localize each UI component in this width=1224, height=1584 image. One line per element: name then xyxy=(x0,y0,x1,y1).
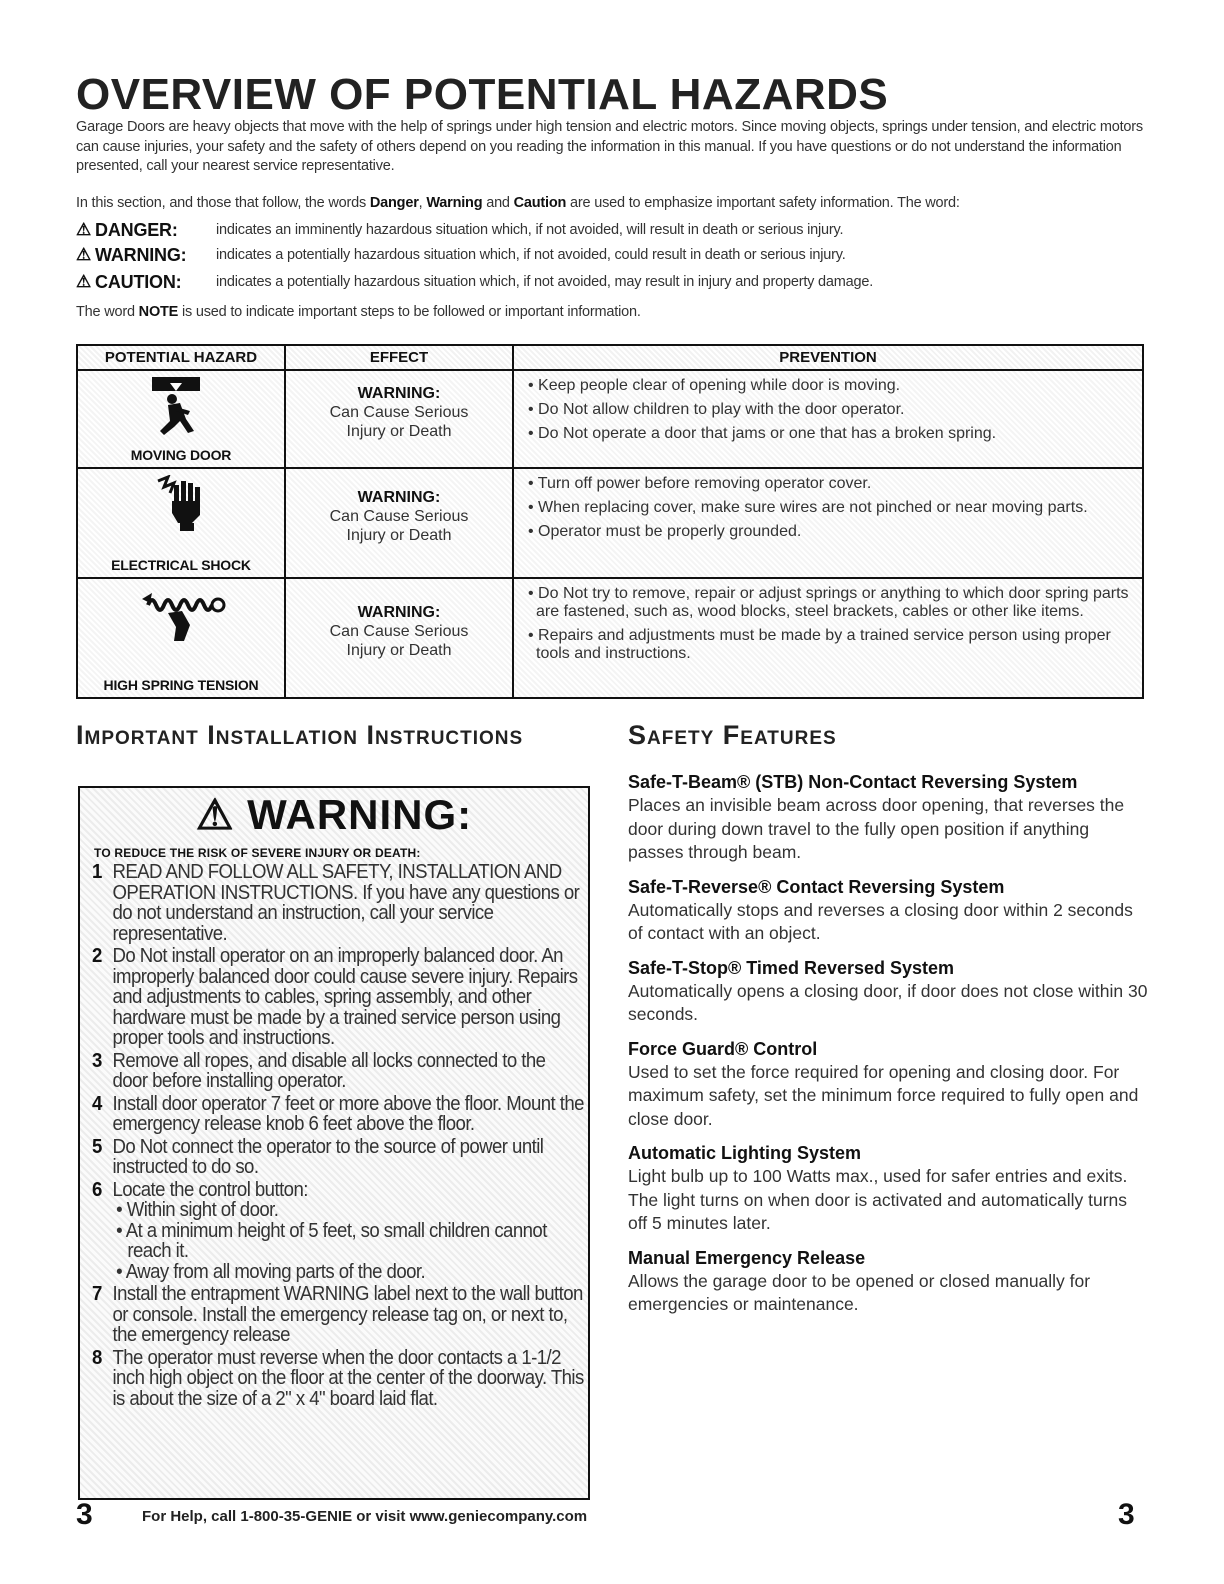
note-before: The word xyxy=(76,304,139,320)
item-text: Install the entrapment WARNING label next to the wall button or console. Install the emergency release tag on, or next to, the emergency release xyxy=(112,1283,583,1346)
prevention-item: • Turn off power before removing operator cover. xyxy=(528,475,872,492)
hazard-cell xyxy=(78,371,286,467)
footer-help-text: For Help, call 1-800-35-GENIE or visit www.geniecompany.com xyxy=(142,1508,588,1525)
effect-title: WARNING: xyxy=(357,489,441,506)
warning-title xyxy=(80,790,588,839)
effect-cell xyxy=(286,469,514,577)
effect-title: WARNING: xyxy=(357,604,441,621)
prevention-cell xyxy=(514,469,1142,577)
caution-signal-word xyxy=(76,272,216,293)
danger-definition xyxy=(76,218,843,242)
hazard-table xyxy=(76,344,1144,699)
feature-title: Safe-T-Reverse® Contact Reversing System xyxy=(628,876,1005,897)
instruction-item xyxy=(92,862,585,944)
feature-text: Used to set the force required for opening and closing door. For maximum safety, set the minimum force required to fully open and close door. xyxy=(628,1061,1139,1129)
header-effect: EFFECT xyxy=(286,346,514,369)
caution-word: CAUTION: xyxy=(95,271,182,292)
prevention-item: • Repairs and adjustments must be made by a trained service person using proper tools and instructions. xyxy=(528,627,1111,662)
item-text: Install door operator 7 feet or more above the floor. Mount the emergency release knob 6 feet above the floor. xyxy=(112,1092,584,1135)
feature-text: Light bulb up to 100 Watts max., used for safer entries and exits. The light turns on when door is activated and automatically turns off 5 minutes later. xyxy=(628,1166,1128,1233)
table-row xyxy=(78,469,1142,579)
intro2-before: In this section, and those that follow, the words xyxy=(76,195,370,211)
item-text xyxy=(112,1180,584,1283)
feature-title: Force Guard® Control xyxy=(628,1038,818,1059)
prevention-item: • When replacing cover, make sure wires are not pinched or near moving parts. xyxy=(528,499,1088,516)
feature-text: Automatically opens a closing door, if door does not close within 30 seconds. xyxy=(628,980,1148,1024)
safety-feature xyxy=(628,956,1148,1027)
item-text: Do Not install operator on an improperly balanced door. An improperly balanced door could cause severe injury. Repairs and adjustments to cables, spring assembly, and other hardware must be made by a trained service person using proper tools and instructions. xyxy=(112,945,578,1049)
prevention-item: • Do Not try to remove, repair or adjust springs or anything to which door spring parts are fastened, such as, wood blocks, steel brackets, cables or other like items. xyxy=(528,585,1129,620)
safety-feature xyxy=(628,1037,1148,1132)
moving-door-icon xyxy=(146,375,212,441)
electrical-shock-icon xyxy=(154,475,204,531)
effect-line-1: Can Cause Serious xyxy=(329,508,469,525)
instruction-item xyxy=(92,1180,585,1283)
feature-text: Places an invisible beam across door opening, that reverses the door during down travel to the fully open position if anything passes through beam. xyxy=(628,795,1125,862)
installation-heading: Important Installation Instructions xyxy=(76,720,524,750)
intro-paragraph: Garage Doors are heavy objects that move with the help of springs under high tension and electric motors. Since moving objects, springs under tension, and electric motors can cause injuries, your safety and the safety of others depend on you reading the information in this manual. If you have questions or do not understand the information presented, call your nearest service representative. xyxy=(76,119,1143,174)
intro2-sep2: and xyxy=(482,195,514,211)
installation-warning-box xyxy=(78,786,590,1500)
item-number: 2 xyxy=(92,945,102,967)
warning-text: indicates a potentially hazardous situation which, if not avoided, could result in death or serious injury. xyxy=(216,247,846,263)
header-potential-hazard: POTENTIAL HAZARD xyxy=(78,346,286,369)
prevention-item: • Do Not allow children to play with the door operator. xyxy=(528,401,905,418)
feature-title: Safe-T-Beam® (STB) Non-Contact Reversing System xyxy=(628,772,1078,792)
note-word: NOTE xyxy=(138,304,179,320)
warning-triangle-icon: ⚠ xyxy=(195,791,235,838)
feature-title: Manual Emergency Release xyxy=(628,1247,866,1268)
instruction-item xyxy=(92,1137,585,1178)
safety-feature xyxy=(628,875,1148,946)
effect-line-1: Can Cause Serious xyxy=(329,623,469,640)
item-number: 4 xyxy=(92,1092,102,1115)
prevention-cell xyxy=(514,371,1142,467)
spring-tension-icon xyxy=(138,585,226,645)
hazard-label: MOVING DOOR xyxy=(130,447,232,463)
item-number: 6 xyxy=(92,1178,102,1201)
instruction-item xyxy=(92,946,585,1049)
effect-line-2: Injury or Death xyxy=(346,642,452,659)
note-definition xyxy=(76,304,641,320)
item-number: 8 xyxy=(92,1346,102,1369)
safety-feature xyxy=(628,1246,1148,1317)
item-text-main: Locate the control button: xyxy=(112,1178,308,1201)
table-row xyxy=(78,371,1142,469)
prevention-item: • Do Not operate a door that jams or one that has a broken spring. xyxy=(528,425,997,442)
intro2-after: are used to emphasize important safety information. The word: xyxy=(566,195,960,211)
intro2-caution: Caution xyxy=(513,195,567,211)
header-prevention: PREVENTION xyxy=(779,349,877,366)
note-after: is used to indicate important steps to be followed or important information. xyxy=(178,304,641,320)
feature-text: Allows the garage door to be opened or closed manually for emergencies or maintenance. xyxy=(628,1270,1091,1314)
hazard-cell xyxy=(78,579,286,697)
item-number: 5 xyxy=(92,1135,102,1158)
effect-cell xyxy=(286,579,514,697)
hazard-label: ELECTRICAL SHOCK xyxy=(111,557,251,573)
warning-definition xyxy=(76,243,846,267)
intro2-danger: Danger xyxy=(369,195,419,211)
prevention-item: • Operator must be properly grounded. xyxy=(528,523,802,540)
instruction-item xyxy=(92,1284,585,1346)
table-row xyxy=(78,579,1142,697)
danger-signal-word xyxy=(76,220,216,241)
danger-word: DANGER: xyxy=(95,219,178,240)
safety-feature xyxy=(628,770,1148,865)
effect-line-2: Injury or Death xyxy=(346,423,452,440)
effect-line-1: Can Cause Serious xyxy=(329,404,469,421)
warning-subtitle: TO REDUCE THE RISK OF SEVERE INJURY OR DEATH: xyxy=(94,846,421,860)
instruction-item xyxy=(92,1094,585,1135)
intro2-sep1: , xyxy=(418,195,427,211)
caution-definition xyxy=(76,270,873,294)
warning-word: WARNING: xyxy=(95,244,187,265)
item-number: 7 xyxy=(92,1283,102,1305)
prevention-item: • Keep people clear of opening while door is moving. xyxy=(528,377,901,394)
warning-title-text: WARNING: xyxy=(247,791,473,838)
item-text: Do Not connect the operator to the source of power until instructed to do so. xyxy=(112,1135,544,1178)
page-number-left: 3 xyxy=(76,1498,93,1531)
item-text: The operator must reverse when the door contacts a 1-1/2 inch high object on the floor at the center of the doorway. This is about the size of a 2" x 4" board laid flat. xyxy=(112,1346,584,1410)
safety-features-heading: Safety Features xyxy=(628,720,837,750)
item-text: READ AND FOLLOW ALL SAFETY, INSTALLATION AND OPERATION INSTRUCTIONS. If you have any questions or do not understand an instruction, call your service representative. xyxy=(112,861,580,945)
effect-line-2: Injury or Death xyxy=(346,527,452,544)
effect-cell xyxy=(286,371,514,467)
feature-title: Automatic Lighting System xyxy=(628,1143,862,1163)
page-number-right: 3 xyxy=(1118,1498,1135,1531)
safety-feature xyxy=(628,1141,1148,1236)
warning-triangle-icon: ⚠ xyxy=(76,245,92,264)
warning-triangle-icon: ⚠ xyxy=(76,272,92,291)
caution-text: indicates a potentially hazardous situation which, if not avoided, may result in injury and property damage. xyxy=(216,274,874,290)
item-text: Remove all ropes, and disable all locks connected to the door before installing operator. xyxy=(112,1049,546,1092)
effect-title: WARNING: xyxy=(357,385,441,402)
item-number: 1 xyxy=(92,861,102,883)
signal-words-intro xyxy=(76,194,1156,213)
intro2-warning: Warning xyxy=(426,195,483,211)
sub-bullet: • At a minimum height of 5 feet, so small children cannot reach it. xyxy=(116,1219,547,1262)
instruction-list xyxy=(92,862,584,1411)
danger-text: indicates an imminently hazardous situation which, if not avoided, will result in death or serious injury. xyxy=(216,222,844,238)
hazard-label: HIGH SPRING TENSION xyxy=(103,677,259,693)
instruction-item xyxy=(92,1348,585,1410)
instruction-item xyxy=(92,1051,585,1092)
safety-features-list xyxy=(628,770,1148,1327)
page-title: OVERVIEW OF POTENTIAL HAZARDS xyxy=(76,70,889,119)
warning-signal-word xyxy=(76,245,216,266)
feature-text: Automatically stops and reverses a closing door within 2 seconds of contact with an object. xyxy=(628,899,1133,943)
prevention-cell xyxy=(514,579,1142,697)
hazard-cell xyxy=(78,469,286,577)
item-number: 3 xyxy=(92,1049,102,1072)
warning-triangle-icon: ⚠ xyxy=(76,220,92,239)
sub-bullet: • Away from all moving parts of the door. xyxy=(116,1260,426,1283)
hazard-table-header xyxy=(78,346,1142,371)
sub-bullet: • Within sight of door. xyxy=(116,1199,279,1221)
feature-title: Safe-T-Stop® Timed Reversed System xyxy=(628,957,955,978)
